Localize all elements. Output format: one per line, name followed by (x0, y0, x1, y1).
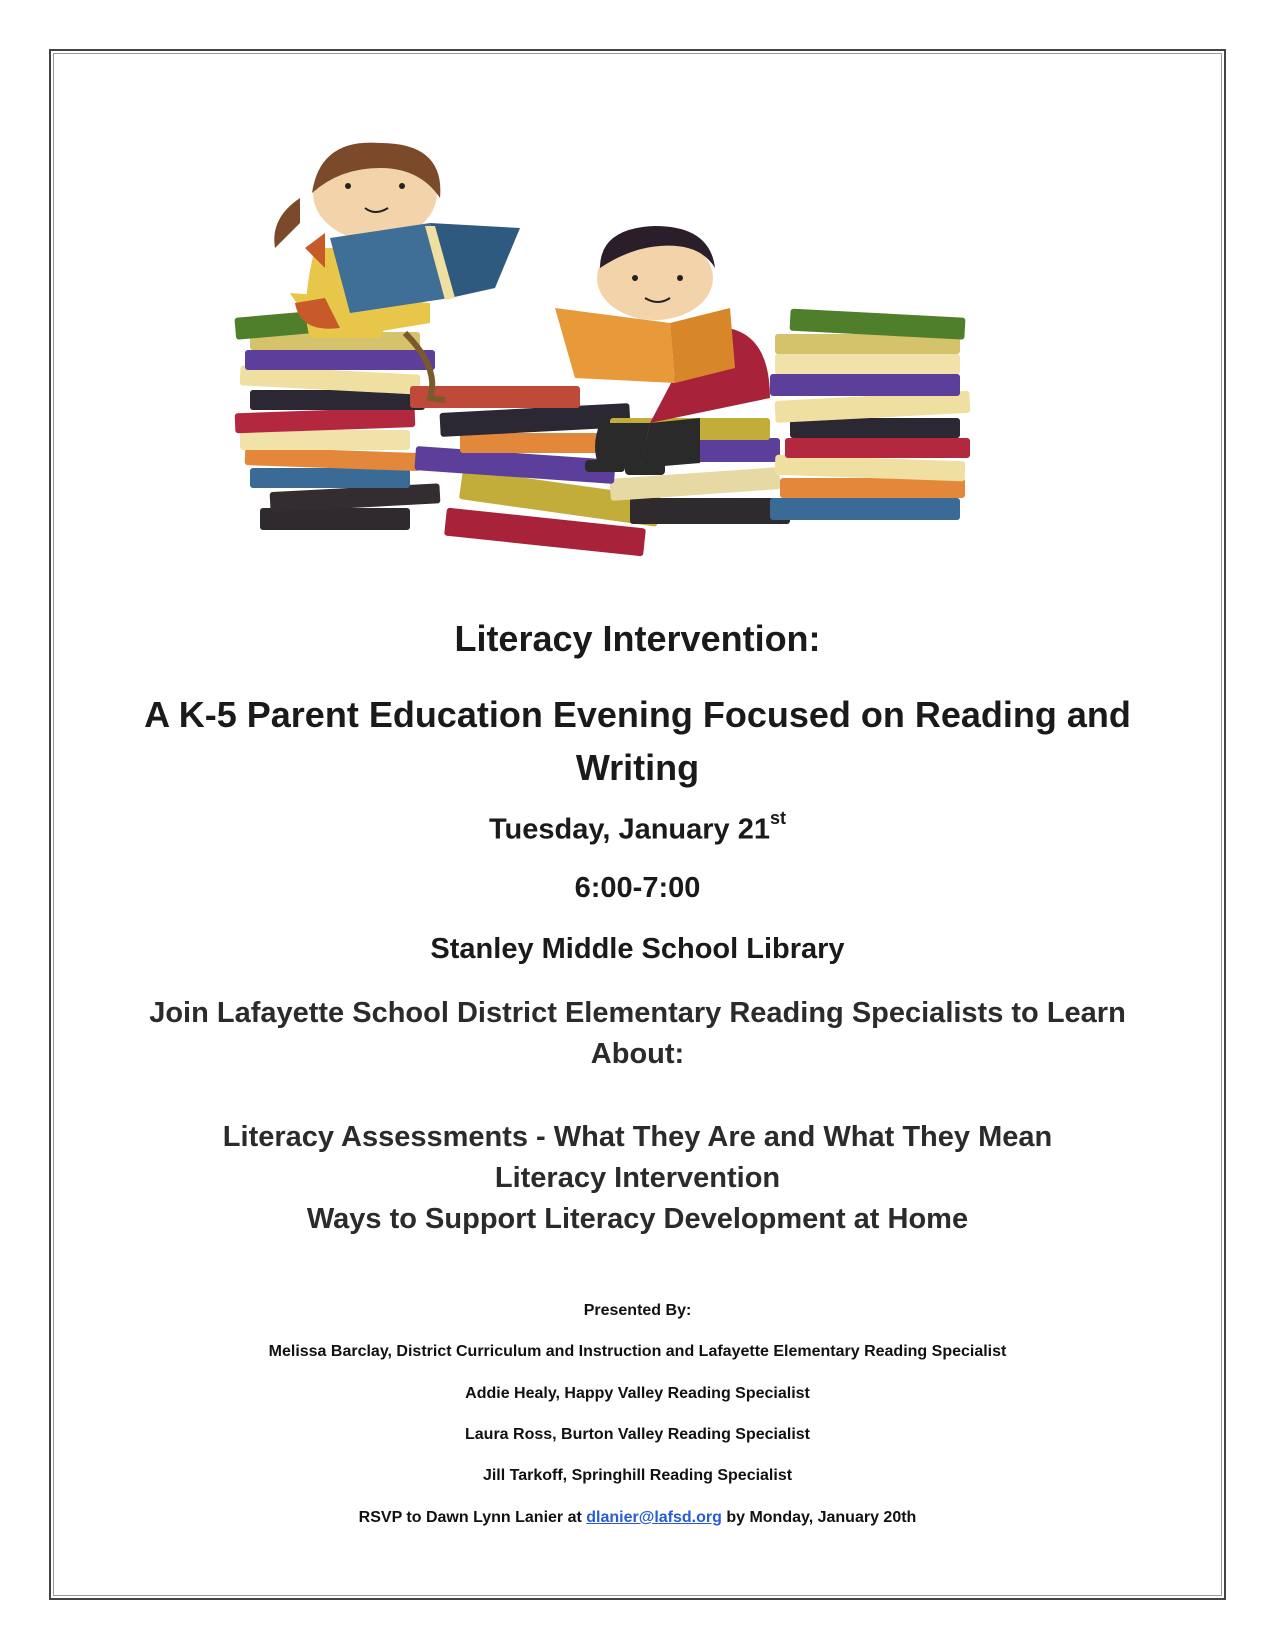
event-time: 6:00-7:00 (574, 872, 701, 904)
presenter: Laura Ross, Burton Valley Reading Specialist (465, 1426, 810, 1443)
topic-item: Ways to Support Literacy Development at Home (306, 1203, 969, 1235)
event-title: Literacy Intervention: (454, 618, 821, 659)
rsvp-suffix: by Monday, January 20th (721, 1509, 917, 1526)
event-date (0, 808, 1275, 847)
presented-by-label: Presented By: (583, 1302, 692, 1319)
rsvp-prefix: RSVP to Dawn Lynn Lanier at (358, 1509, 587, 1526)
topic-item: Literacy Intervention (494, 1162, 781, 1194)
rsvp-line (0, 1509, 1275, 1527)
event-location: Stanley Middle School Library (430, 933, 845, 965)
topic-item: Literacy Assessments - What They Are and What They Mean (222, 1121, 1053, 1153)
topic-list (0, 1117, 1275, 1240)
presenter: Addie Healy, Happy Valley Reading Specialist (465, 1385, 810, 1402)
kids-reading-books-illustration (230, 138, 1030, 598)
presenter: Melissa Barclay, District Curriculum and Instruction and Lafayette Elementary Reading Specialist (268, 1343, 1007, 1360)
event-date-suffix: st (770, 808, 787, 828)
event-date-text: Tuesday, January 21 (488, 813, 770, 846)
invite-text: Join Lafayette School District Elementary Reading Specialists to Learn About: (149, 997, 1126, 1070)
event-subtitle: A K-5 Parent Education Evening Focused on Reading and Writing (144, 694, 1131, 788)
right-book-stack (770, 309, 970, 520)
rsvp-email-link[interactable]: dlanier@lafsd.org (586, 1509, 722, 1526)
presenter: Jill Tarkoff, Springhill Reading Specialist (482, 1467, 793, 1484)
